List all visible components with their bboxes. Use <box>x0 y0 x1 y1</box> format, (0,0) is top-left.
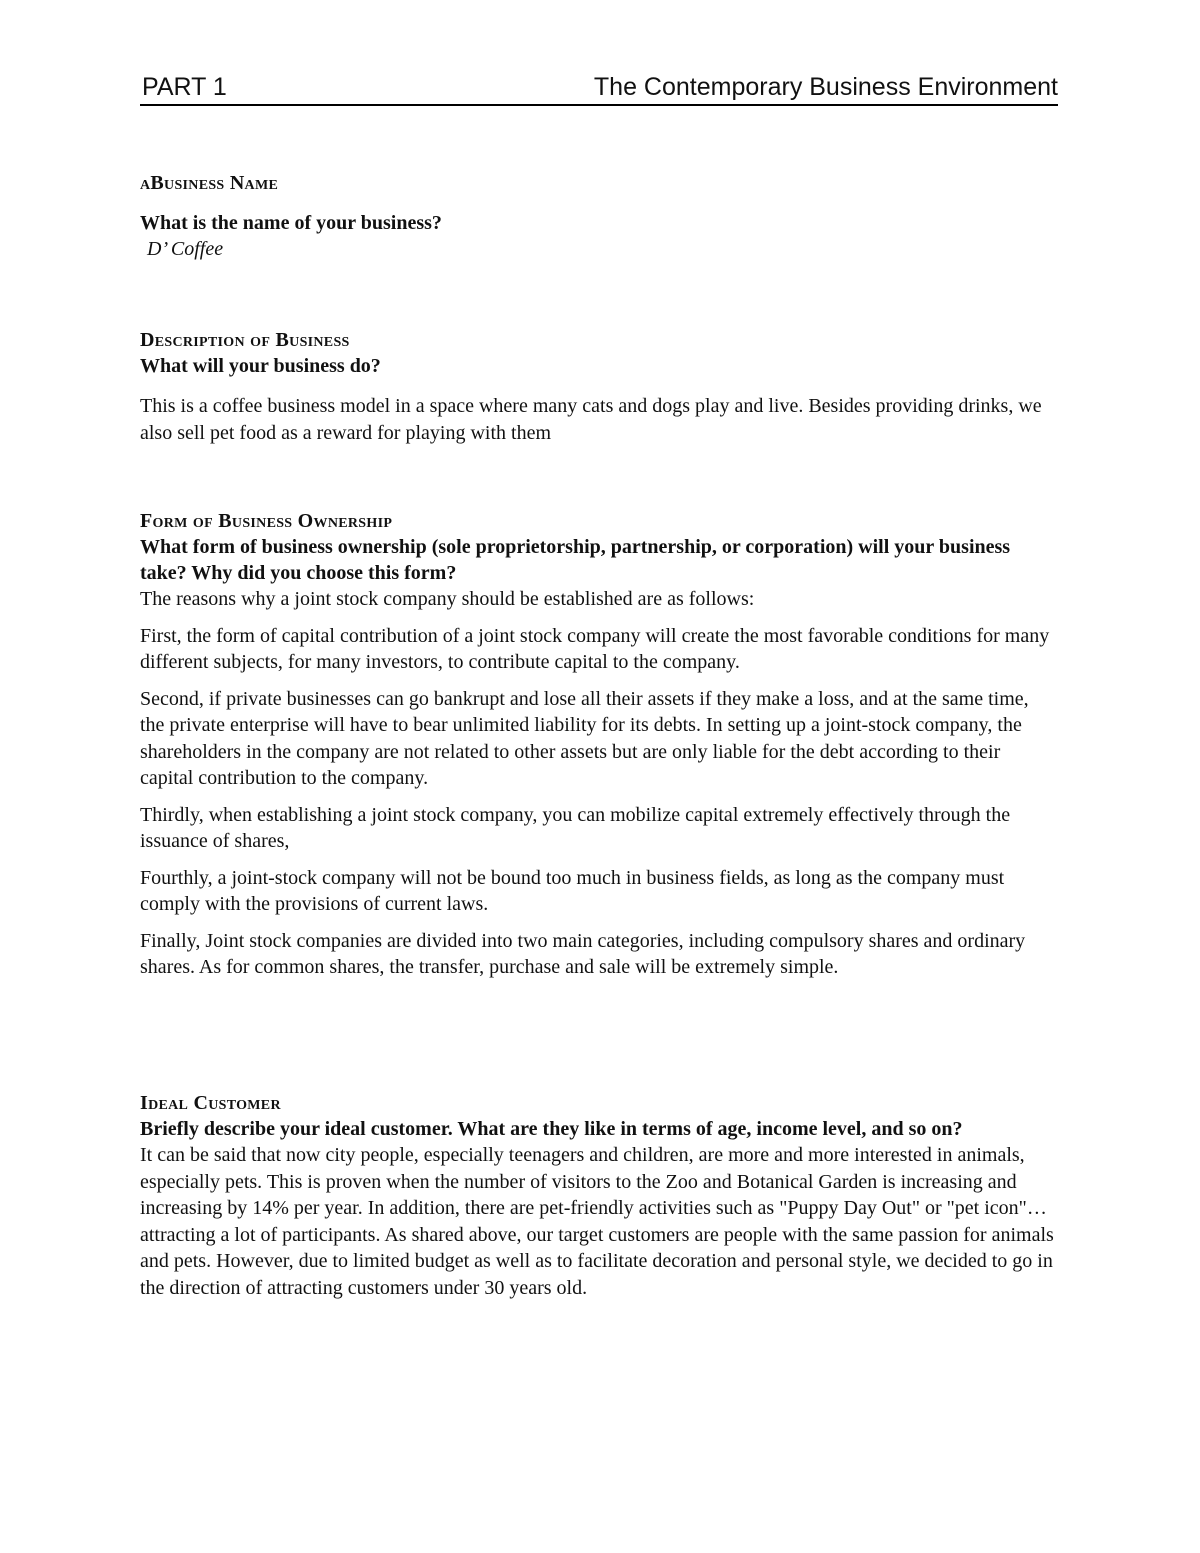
ownership-section <box>140 508 1058 991</box>
ownership-paragraph: Second, if private businesses can go bankrupt and lose all their assets if they make a loss, and at the same time, the private enterprise will have to bear unlimited liability for its debts. In setting up a joint-stock company, the shareholders in the company are not related to other assets but are only liable for the debt according to their capital contribution to the company. <box>140 687 1029 789</box>
customer-question: Briefly describe your ideal customer. What are they like in terms of age, income level, and so on? <box>140 1118 963 1140</box>
business-name-question: What is the name of your business? <box>140 212 442 234</box>
description-section <box>140 327 1058 446</box>
customer-answer: It can be said that now city people, especially teenagers and children, are more and more interested in animals, especially pets. This is proven when the number of visitors to the Zoo and Botanical Garden is increasing and increasing by 14% per year. In addition, there are pet-friendly activities such as "Puppy Day Out" or "pet icon"… attracting a lot of participants. As shared above, our target customers are people with the same passion for animals and pets. However, due to limited budget as well as to facilitate decoration and personal style, we decided to go in the direction of attracting customers under 30 years old. <box>140 1144 1054 1299</box>
ownership-paragraph: Thirdly, when establishing a joint stock company, you can mobilize capital extremely effectively through the issuance of shares, <box>140 803 1011 852</box>
ownership-heading: Form of Business Ownership <box>140 510 393 532</box>
customer-heading: Ideal Customer <box>140 1092 281 1114</box>
page-header <box>140 72 1058 106</box>
ownership-question: What form of business ownership (sole proprietorship, partnership, or corporation) will your business take? Why did you choose this form? <box>140 536 1011 584</box>
business-name-answer: D’ Coffee <box>147 238 224 260</box>
chapter-title: The Contemporary Business Environment <box>593 73 1058 101</box>
ownership-paragraph: First, the form of capital contribution of a joint stock company will create the most favorable conditions for many different subjects, for many investors, to contribute capital to the company. <box>140 624 1050 673</box>
business-name-heading: aBusiness Name <box>140 172 279 194</box>
description-answer: This is a coffee business model in a space where many cats and dogs play and live. Besides providing drinks, we also sell pet food as a reward for playing with them <box>140 395 1042 444</box>
customer-section <box>140 1090 1058 1301</box>
ownership-intro: The reasons why a joint stock company should be established are as follows: <box>140 588 755 610</box>
ownership-paragraph: Finally, Joint stock companies are divided into two main categories, including compulsory shares and ordinary shares. As for common shares, the transfer, purchase and sale will be extremely simple. <box>140 929 1026 978</box>
part-label: PART 1 <box>142 73 227 101</box>
description-heading: Description of Business <box>140 329 350 351</box>
business-name-section <box>140 170 1058 262</box>
ownership-paragraph: Fourthly, a joint-stock company will not be bound too much in business fields, as long as the company must comply with the provisions of current laws. <box>140 866 1005 915</box>
description-question: What will your business do? <box>140 355 381 377</box>
